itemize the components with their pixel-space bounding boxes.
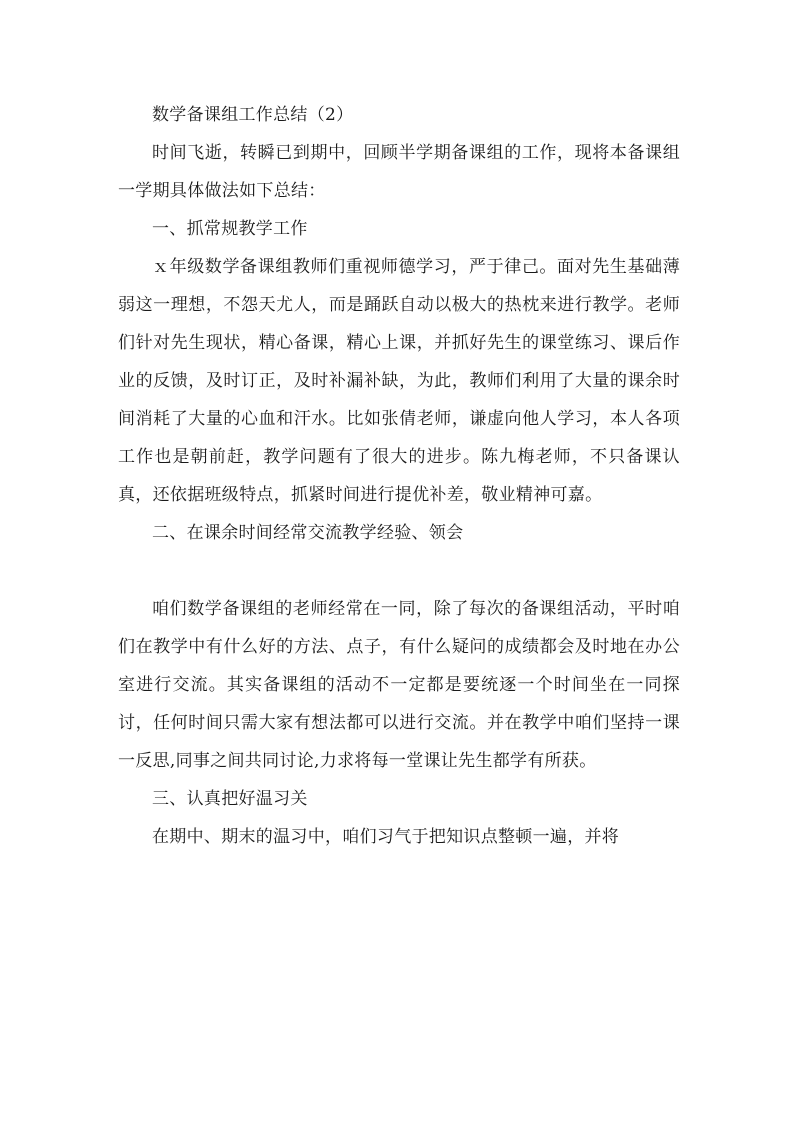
paragraph-section-2: 咱们数学备课组的老师经常在一同，除了每次的备课组活动，平时咱们在教学中有什么好的方法、点子，有什么疑问的成绩都会及时地在办公室进行交流。其实备课组的活动不一定都是要统逐一个时间坐在一同探讨，任何时间只需大家有想法都可以进行交流。并在教学中咱们坚持一课一反思,同事之间共同讨论,力求将每一堂课让先生都学有所获。 bbox=[118, 599, 680, 771]
section-heading-3: 三、认真把好温习关 bbox=[152, 789, 308, 809]
paragraph-section-1: ｘ年级数学备课组教师们重视师德学习，严于律己。面对先生基础薄弱这一理想，不怨天尤人，而是踊跃自动以极大的热枕来进行教学。老师们针对先生现状，精心备课，精心上课，并抓好先生的课堂练习、课后作业的反馈，及时订正，及时补漏补缺，为此，教师们利用了大量的课余时间消耗了大量的心血和汗水。比如张倩老师，谦虚向他人学习，本人各项工作也是朝前赶，教学问题有了很大的进步。陈九梅老师，不只备课认真，还依据班级特点，抓紧时间进行提优补差，敬业精神可嘉。 bbox=[118, 257, 680, 505]
section-heading-2: 二、在课余时间经常交流教学经验、领会 bbox=[152, 523, 464, 543]
section-heading-1: 一、抓常规教学工作 bbox=[152, 219, 308, 239]
paragraph-intro: 时间飞逝，转瞬已到期中，回顾半学期备课组的工作，现将本备课组一学期具体做法如下总结： bbox=[118, 143, 680, 201]
document-title: 数学备课组工作总结（2） bbox=[152, 105, 354, 125]
paragraph-section-3: 在期中、期末的温习中，咱们习气于把知识点整顿一遍，并将 bbox=[152, 827, 620, 847]
document-body bbox=[118, 96, 680, 856]
